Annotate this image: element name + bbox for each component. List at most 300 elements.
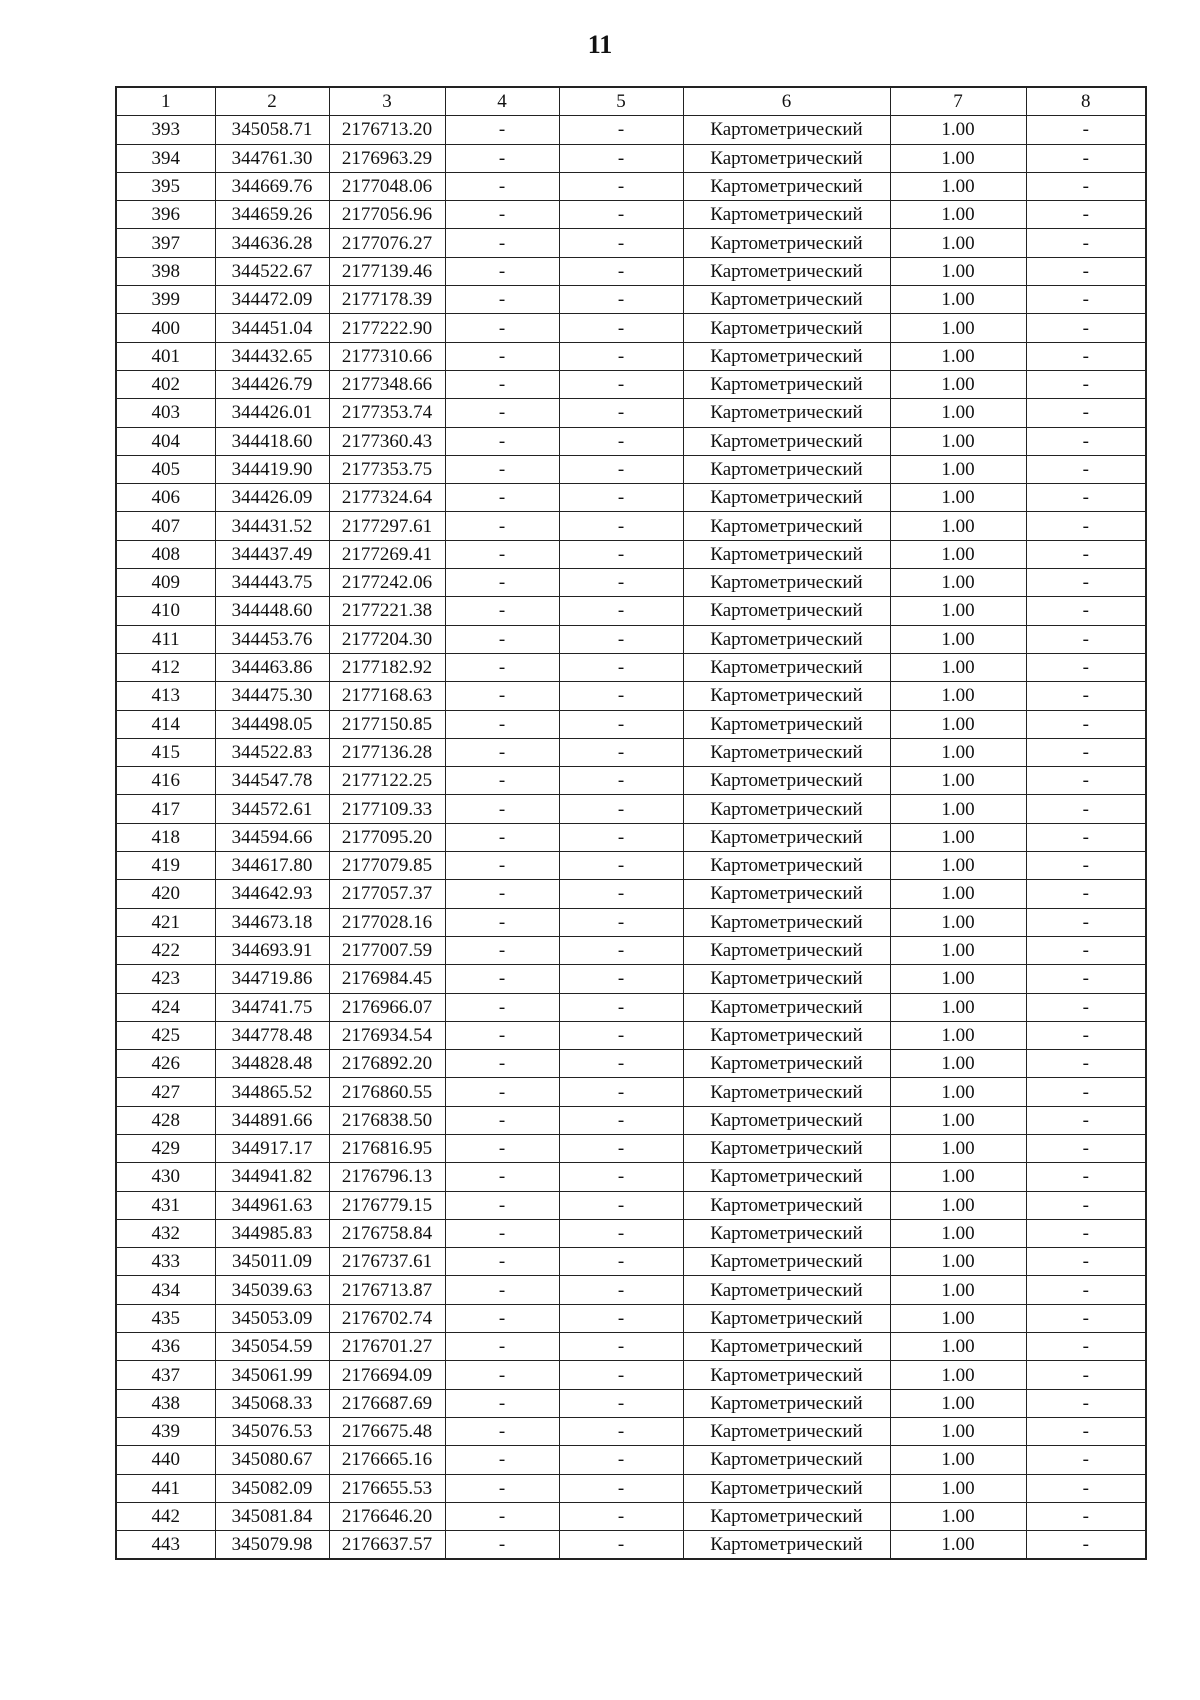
col4-cell: - xyxy=(445,908,559,936)
method-cell: Картометрический xyxy=(683,172,890,200)
col4-cell: - xyxy=(445,710,559,738)
y-coordinate-cell: 2177222.90 xyxy=(329,314,445,342)
accuracy-cell: 1.00 xyxy=(890,427,1026,455)
col4-cell: - xyxy=(445,1446,559,1474)
y-coordinate-cell: 2176713.87 xyxy=(329,1276,445,1304)
y-coordinate-cell: 2176892.20 xyxy=(329,1050,445,1078)
point-number-cell: 398 xyxy=(116,257,215,285)
method-cell: Картометрический xyxy=(683,738,890,766)
method-cell: Картометрический xyxy=(683,1361,890,1389)
col4-cell: - xyxy=(445,1389,559,1417)
table-row xyxy=(116,455,1146,483)
col4-cell: - xyxy=(445,1078,559,1106)
col5-cell: - xyxy=(559,540,683,568)
table-row xyxy=(116,1502,1146,1530)
col8-cell: - xyxy=(1026,1417,1146,1445)
table-row xyxy=(116,569,1146,597)
col4-cell: - xyxy=(445,455,559,483)
point-number-cell: 427 xyxy=(116,1078,215,1106)
point-number-cell: 440 xyxy=(116,1446,215,1474)
x-coordinate-cell: 344472.09 xyxy=(215,286,329,314)
column-header-2: 2 xyxy=(215,87,329,116)
table-row xyxy=(116,1333,1146,1361)
col5-cell: - xyxy=(559,852,683,880)
accuracy-cell: 1.00 xyxy=(890,1134,1026,1162)
point-number-cell: 407 xyxy=(116,512,215,540)
col5-cell: - xyxy=(559,229,683,257)
accuracy-cell: 1.00 xyxy=(890,314,1026,342)
point-number-cell: 434 xyxy=(116,1276,215,1304)
x-coordinate-cell: 344451.04 xyxy=(215,314,329,342)
col5-cell: - xyxy=(559,880,683,908)
point-number-cell: 422 xyxy=(116,936,215,964)
method-cell: Картометрический xyxy=(683,229,890,257)
col5-cell: - xyxy=(559,625,683,653)
x-coordinate-cell: 345082.09 xyxy=(215,1474,329,1502)
accuracy-cell: 1.00 xyxy=(890,1333,1026,1361)
accuracy-cell: 1.00 xyxy=(890,1163,1026,1191)
table-row xyxy=(116,625,1146,653)
accuracy-cell: 1.00 xyxy=(890,257,1026,285)
x-coordinate-cell: 344673.18 xyxy=(215,908,329,936)
accuracy-cell: 1.00 xyxy=(890,399,1026,427)
col8-cell: - xyxy=(1026,1361,1146,1389)
col4-cell: - xyxy=(445,1502,559,1530)
y-coordinate-cell: 2176860.55 xyxy=(329,1078,445,1106)
x-coordinate-cell: 344642.93 xyxy=(215,880,329,908)
column-header-8: 8 xyxy=(1026,87,1146,116)
col8-cell: - xyxy=(1026,455,1146,483)
table-row xyxy=(116,314,1146,342)
col8-cell: - xyxy=(1026,370,1146,398)
x-coordinate-cell: 344453.76 xyxy=(215,625,329,653)
method-cell: Картометрический xyxy=(683,823,890,851)
accuracy-cell: 1.00 xyxy=(890,738,1026,766)
col8-cell: - xyxy=(1026,1304,1146,1332)
x-coordinate-cell: 344431.52 xyxy=(215,512,329,540)
x-coordinate-cell: 344448.60 xyxy=(215,597,329,625)
accuracy-cell: 1.00 xyxy=(890,286,1026,314)
accuracy-cell: 1.00 xyxy=(890,455,1026,483)
table-row xyxy=(116,1474,1146,1502)
method-cell: Картометрический xyxy=(683,710,890,738)
col5-cell: - xyxy=(559,455,683,483)
y-coordinate-cell: 2177348.66 xyxy=(329,370,445,398)
col5-cell: - xyxy=(559,738,683,766)
y-coordinate-cell: 2177353.75 xyxy=(329,455,445,483)
x-coordinate-cell: 345081.84 xyxy=(215,1502,329,1530)
y-coordinate-cell: 2177269.41 xyxy=(329,540,445,568)
method-cell: Картометрический xyxy=(683,116,890,144)
x-coordinate-cell: 344443.75 xyxy=(215,569,329,597)
table-row xyxy=(116,540,1146,568)
col8-cell: - xyxy=(1026,1389,1146,1417)
column-header-3: 3 xyxy=(329,87,445,116)
method-cell: Картометрический xyxy=(683,1191,890,1219)
method-cell: Картометрический xyxy=(683,1219,890,1247)
method-cell: Картометрический xyxy=(683,314,890,342)
col5-cell: - xyxy=(559,1276,683,1304)
col4-cell: - xyxy=(445,738,559,766)
col5-cell: - xyxy=(559,767,683,795)
col8-cell: - xyxy=(1026,399,1146,427)
x-coordinate-cell: 345011.09 xyxy=(215,1248,329,1276)
point-number-cell: 404 xyxy=(116,427,215,455)
table-row xyxy=(116,116,1146,144)
col8-cell: - xyxy=(1026,597,1146,625)
x-coordinate-cell: 344891.66 xyxy=(215,1106,329,1134)
y-coordinate-cell: 2176701.27 xyxy=(329,1333,445,1361)
accuracy-cell: 1.00 xyxy=(890,1474,1026,1502)
col4-cell: - xyxy=(445,767,559,795)
y-coordinate-cell: 2176779.15 xyxy=(329,1191,445,1219)
col4-cell: - xyxy=(445,399,559,427)
method-cell: Картометрический xyxy=(683,484,890,512)
col4-cell: - xyxy=(445,936,559,964)
col8-cell: - xyxy=(1026,1474,1146,1502)
x-coordinate-cell: 344941.82 xyxy=(215,1163,329,1191)
point-number-cell: 420 xyxy=(116,880,215,908)
point-number-cell: 419 xyxy=(116,852,215,880)
table-row xyxy=(116,399,1146,427)
col5-cell: - xyxy=(559,342,683,370)
point-number-cell: 431 xyxy=(116,1191,215,1219)
col8-cell: - xyxy=(1026,484,1146,512)
method-cell: Картометрический xyxy=(683,625,890,653)
table-row xyxy=(116,201,1146,229)
accuracy-cell: 1.00 xyxy=(890,1191,1026,1219)
col5-cell: - xyxy=(559,936,683,964)
point-number-cell: 429 xyxy=(116,1134,215,1162)
x-coordinate-cell: 344463.86 xyxy=(215,653,329,681)
table-row xyxy=(116,1417,1146,1445)
col8-cell: - xyxy=(1026,172,1146,200)
table-row xyxy=(116,286,1146,314)
col5-cell: - xyxy=(559,1446,683,1474)
x-coordinate-cell: 344437.49 xyxy=(215,540,329,568)
col5-cell: - xyxy=(559,1333,683,1361)
method-cell: Картометрический xyxy=(683,1417,890,1445)
col8-cell: - xyxy=(1026,1134,1146,1162)
accuracy-cell: 1.00 xyxy=(890,1531,1026,1560)
col5-cell: - xyxy=(559,314,683,342)
col8-cell: - xyxy=(1026,1446,1146,1474)
y-coordinate-cell: 2177297.61 xyxy=(329,512,445,540)
accuracy-cell: 1.00 xyxy=(890,1050,1026,1078)
table-row xyxy=(116,738,1146,766)
point-number-cell: 408 xyxy=(116,540,215,568)
table-row xyxy=(116,512,1146,540)
y-coordinate-cell: 2176713.20 xyxy=(329,116,445,144)
table-row xyxy=(116,1361,1146,1389)
col4-cell: - xyxy=(445,342,559,370)
col8-cell: - xyxy=(1026,908,1146,936)
col8-cell: - xyxy=(1026,823,1146,851)
col8-cell: - xyxy=(1026,427,1146,455)
method-cell: Картометрический xyxy=(683,993,890,1021)
y-coordinate-cell: 2177076.27 xyxy=(329,229,445,257)
y-coordinate-cell: 2176694.09 xyxy=(329,1361,445,1389)
x-coordinate-cell: 344719.86 xyxy=(215,965,329,993)
x-coordinate-cell: 344522.67 xyxy=(215,257,329,285)
y-coordinate-cell: 2176675.48 xyxy=(329,1417,445,1445)
col8-cell: - xyxy=(1026,1021,1146,1049)
col8-cell: - xyxy=(1026,710,1146,738)
accuracy-cell: 1.00 xyxy=(890,484,1026,512)
y-coordinate-cell: 2176655.53 xyxy=(329,1474,445,1502)
col5-cell: - xyxy=(559,427,683,455)
x-coordinate-cell: 344636.28 xyxy=(215,229,329,257)
table-row xyxy=(116,710,1146,738)
y-coordinate-cell: 2177178.39 xyxy=(329,286,445,314)
col4-cell: - xyxy=(445,1248,559,1276)
col5-cell: - xyxy=(559,1134,683,1162)
method-cell: Картометрический xyxy=(683,370,890,398)
col8-cell: - xyxy=(1026,1078,1146,1106)
y-coordinate-cell: 2176702.74 xyxy=(329,1304,445,1332)
x-coordinate-cell: 344419.90 xyxy=(215,455,329,483)
accuracy-cell: 1.00 xyxy=(890,1106,1026,1134)
y-coordinate-cell: 2177242.06 xyxy=(329,569,445,597)
col4-cell: - xyxy=(445,569,559,597)
y-coordinate-cell: 2177057.37 xyxy=(329,880,445,908)
point-number-cell: 414 xyxy=(116,710,215,738)
col5-cell: - xyxy=(559,1163,683,1191)
x-coordinate-cell: 344778.48 xyxy=(215,1021,329,1049)
col8-cell: - xyxy=(1026,257,1146,285)
x-coordinate-cell: 345058.71 xyxy=(215,116,329,144)
col4-cell: - xyxy=(445,1361,559,1389)
x-coordinate-cell: 344761.30 xyxy=(215,144,329,172)
col8-cell: - xyxy=(1026,965,1146,993)
col4-cell: - xyxy=(445,993,559,1021)
accuracy-cell: 1.00 xyxy=(890,653,1026,681)
x-coordinate-cell: 344475.30 xyxy=(215,682,329,710)
col8-cell: - xyxy=(1026,767,1146,795)
point-number-cell: 413 xyxy=(116,682,215,710)
x-coordinate-cell: 345039.63 xyxy=(215,1276,329,1304)
col8-cell: - xyxy=(1026,286,1146,314)
point-number-cell: 400 xyxy=(116,314,215,342)
col5-cell: - xyxy=(559,1191,683,1219)
method-cell: Картометрический xyxy=(683,908,890,936)
accuracy-cell: 1.00 xyxy=(890,993,1026,1021)
table-row xyxy=(116,767,1146,795)
table-row xyxy=(116,1163,1146,1191)
col8-cell: - xyxy=(1026,880,1146,908)
col8-cell: - xyxy=(1026,1276,1146,1304)
col4-cell: - xyxy=(445,172,559,200)
method-cell: Картометрический xyxy=(683,1304,890,1332)
accuracy-cell: 1.00 xyxy=(890,625,1026,653)
accuracy-cell: 1.00 xyxy=(890,1219,1026,1247)
col4-cell: - xyxy=(445,1219,559,1247)
point-number-cell: 415 xyxy=(116,738,215,766)
col5-cell: - xyxy=(559,823,683,851)
accuracy-cell: 1.00 xyxy=(890,1248,1026,1276)
method-cell: Картометрический xyxy=(683,1531,890,1560)
table-row xyxy=(116,597,1146,625)
method-cell: Картометрический xyxy=(683,201,890,229)
table-row xyxy=(116,144,1146,172)
col5-cell: - xyxy=(559,1219,683,1247)
point-number-cell: 439 xyxy=(116,1417,215,1445)
table-row xyxy=(116,965,1146,993)
method-cell: Картометрический xyxy=(683,767,890,795)
x-coordinate-cell: 344985.83 xyxy=(215,1219,329,1247)
col8-cell: - xyxy=(1026,936,1146,964)
table-row xyxy=(116,852,1146,880)
col5-cell: - xyxy=(559,1021,683,1049)
y-coordinate-cell: 2176637.57 xyxy=(329,1531,445,1560)
method-cell: Картометрический xyxy=(683,455,890,483)
x-coordinate-cell: 344865.52 xyxy=(215,1078,329,1106)
x-coordinate-cell: 344594.66 xyxy=(215,823,329,851)
table-row xyxy=(116,172,1146,200)
method-cell: Картометрический xyxy=(683,257,890,285)
accuracy-cell: 1.00 xyxy=(890,682,1026,710)
method-cell: Картометрический xyxy=(683,342,890,370)
col5-cell: - xyxy=(559,286,683,314)
accuracy-cell: 1.00 xyxy=(890,342,1026,370)
method-cell: Картометрический xyxy=(683,1446,890,1474)
method-cell: Картометрический xyxy=(683,936,890,964)
x-coordinate-cell: 344418.60 xyxy=(215,427,329,455)
table-row xyxy=(116,1134,1146,1162)
x-coordinate-cell: 344693.91 xyxy=(215,936,329,964)
col8-cell: - xyxy=(1026,1219,1146,1247)
col5-cell: - xyxy=(559,484,683,512)
col5-cell: - xyxy=(559,569,683,597)
point-number-cell: 430 xyxy=(116,1163,215,1191)
point-number-cell: 411 xyxy=(116,625,215,653)
table-row xyxy=(116,342,1146,370)
method-cell: Картометрический xyxy=(683,1021,890,1049)
method-cell: Картометрический xyxy=(683,1474,890,1502)
accuracy-cell: 1.00 xyxy=(890,710,1026,738)
point-number-cell: 403 xyxy=(116,399,215,427)
col8-cell: - xyxy=(1026,1163,1146,1191)
table-row xyxy=(116,1531,1146,1560)
col4-cell: - xyxy=(445,682,559,710)
method-cell: Картометрический xyxy=(683,427,890,455)
method-cell: Картометрический xyxy=(683,1050,890,1078)
point-number-cell: 426 xyxy=(116,1050,215,1078)
accuracy-cell: 1.00 xyxy=(890,512,1026,540)
col5-cell: - xyxy=(559,399,683,427)
col4-cell: - xyxy=(445,1531,559,1560)
y-coordinate-cell: 2177028.16 xyxy=(329,908,445,936)
method-cell: Картометрический xyxy=(683,1163,890,1191)
accuracy-cell: 1.00 xyxy=(890,823,1026,851)
accuracy-cell: 1.00 xyxy=(890,880,1026,908)
col4-cell: - xyxy=(445,1134,559,1162)
col4-cell: - xyxy=(445,427,559,455)
accuracy-cell: 1.00 xyxy=(890,172,1026,200)
x-coordinate-cell: 344522.83 xyxy=(215,738,329,766)
x-coordinate-cell: 344741.75 xyxy=(215,993,329,1021)
point-number-cell: 410 xyxy=(116,597,215,625)
accuracy-cell: 1.00 xyxy=(890,1078,1026,1106)
x-coordinate-cell: 344498.05 xyxy=(215,710,329,738)
col5-cell: - xyxy=(559,682,683,710)
col4-cell: - xyxy=(445,1191,559,1219)
y-coordinate-cell: 2177048.06 xyxy=(329,172,445,200)
col5-cell: - xyxy=(559,1502,683,1530)
col4-cell: - xyxy=(445,1276,559,1304)
col8-cell: - xyxy=(1026,738,1146,766)
col5-cell: - xyxy=(559,370,683,398)
col8-cell: - xyxy=(1026,314,1146,342)
table-row xyxy=(116,993,1146,1021)
col5-cell: - xyxy=(559,1106,683,1134)
method-cell: Картометрический xyxy=(683,795,890,823)
table-row xyxy=(116,1389,1146,1417)
col8-cell: - xyxy=(1026,653,1146,681)
accuracy-cell: 1.00 xyxy=(890,597,1026,625)
accuracy-cell: 1.00 xyxy=(890,1417,1026,1445)
point-number-cell: 423 xyxy=(116,965,215,993)
col5-cell: - xyxy=(559,512,683,540)
col8-cell: - xyxy=(1026,1050,1146,1078)
x-coordinate-cell: 344659.26 xyxy=(215,201,329,229)
table-row xyxy=(116,653,1146,681)
y-coordinate-cell: 2177150.85 xyxy=(329,710,445,738)
header-row xyxy=(116,87,1146,116)
point-number-cell: 418 xyxy=(116,823,215,851)
x-coordinate-cell: 344828.48 xyxy=(215,1050,329,1078)
method-cell: Картометрический xyxy=(683,1333,890,1361)
table-row xyxy=(116,936,1146,964)
point-number-cell: 405 xyxy=(116,455,215,483)
y-coordinate-cell: 2176737.61 xyxy=(329,1248,445,1276)
accuracy-cell: 1.00 xyxy=(890,1389,1026,1417)
col4-cell: - xyxy=(445,314,559,342)
col8-cell: - xyxy=(1026,1106,1146,1134)
point-number-cell: 412 xyxy=(116,653,215,681)
col5-cell: - xyxy=(559,710,683,738)
point-number-cell: 416 xyxy=(116,767,215,795)
column-header-5: 5 xyxy=(559,87,683,116)
accuracy-cell: 1.00 xyxy=(890,201,1026,229)
col8-cell: - xyxy=(1026,795,1146,823)
table-row xyxy=(116,1106,1146,1134)
col5-cell: - xyxy=(559,993,683,1021)
table-row xyxy=(116,1078,1146,1106)
method-cell: Картометрический xyxy=(683,1106,890,1134)
y-coordinate-cell: 2176646.20 xyxy=(329,1502,445,1530)
y-coordinate-cell: 2177122.25 xyxy=(329,767,445,795)
col4-cell: - xyxy=(445,653,559,681)
col4-cell: - xyxy=(445,1474,559,1502)
y-coordinate-cell: 2177139.46 xyxy=(329,257,445,285)
point-number-cell: 432 xyxy=(116,1219,215,1247)
col4-cell: - xyxy=(445,484,559,512)
y-coordinate-cell: 2176816.95 xyxy=(329,1134,445,1162)
col5-cell: - xyxy=(559,1531,683,1560)
col4-cell: - xyxy=(445,257,559,285)
table-row xyxy=(116,908,1146,936)
x-coordinate-cell: 345080.67 xyxy=(215,1446,329,1474)
col8-cell: - xyxy=(1026,144,1146,172)
table-row xyxy=(116,1248,1146,1276)
table-row xyxy=(116,257,1146,285)
y-coordinate-cell: 2177360.43 xyxy=(329,427,445,455)
col4-cell: - xyxy=(445,286,559,314)
col8-cell: - xyxy=(1026,1248,1146,1276)
col8-cell: - xyxy=(1026,1502,1146,1530)
method-cell: Картометрический xyxy=(683,1502,890,1530)
